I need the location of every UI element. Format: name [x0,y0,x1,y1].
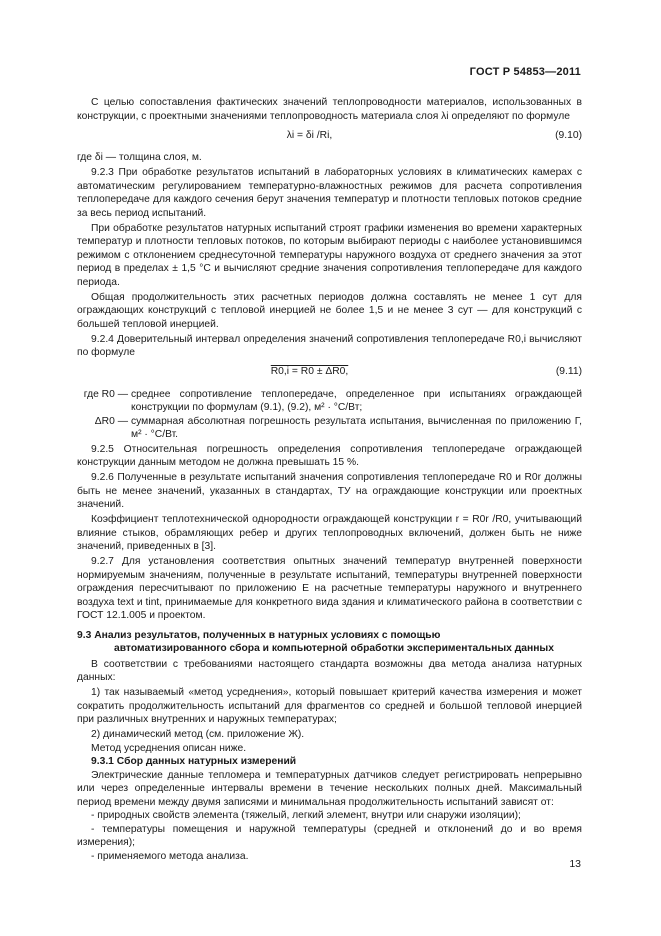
paragraph-9-2-3: 9.2.3 При обработке результатов испытаний в лабораторных условиях в климатических камерах с автоматическим регулированием температурно-влажностных режимов для расчета сопротивления теплопередаче для каждого сечения берут значения температур и плотности тепловых потоков средние за весь период испытаний. [77,167,582,219]
section-number: 9.3.1 [91,756,114,767]
paragraph-duration: Общая продолжительность этих расчетных периодов должна составлять не менее 1 сут для ограждающих конструкций с тепловой инерцией не более 1,5 и не менее 3 сут — для конструкций с большей тепловой инерцией. [77,291,582,330]
paragraph-9-2-6: 9.2.6 Полученные в результате испытаний значения сопротивления теплопередаче R0 и R0r должны быть не менее значений, указанных в стандартах, ТУ на ограждающие конструкции или проектных значений. [77,472,582,510]
paragraph-average-method: Метод усреднения описан ниже. [91,742,247,754]
document-header: ГОСТ Р 54853—2011 [469,66,581,78]
formula-expression: λi = δi /Ri, [286,129,333,141]
section-number: 9.3 [77,629,92,641]
formula-number: (9.11) [555,366,582,378]
definition-text: среднее сопротивление теплопередаче, определенное при испытаниях ограждающей конструкции по формулам (9.1), (9.2), м² · °С/Вт; [131,388,582,413]
where-delta: где δi — толщина слоя, м. [77,152,202,163]
paragraph-9-2-4: 9.2.4 Доверительный интервал определения значений сопротивления теплопередаче R0,i вычисляют по формуле [77,333,582,358]
page-number: 13 [569,858,581,870]
definition-text: суммарная абсолютная погрешность результата испытания, вычисленная по приложению Г, м² · °С/Вт. [131,415,582,440]
definitions-list [77,388,582,442]
bullet-item: - применяемого метода анализа. [91,850,249,862]
section-title-line2: автоматизированного сбора и компьютерной обработки экспериментальных данных [114,643,554,654]
formula-number: (9.10) [555,129,582,141]
section-title-line1: Анализ результатов, полученных в натурных условиях с помощью [94,629,441,641]
section-heading-9-3-1 [77,755,582,769]
list-item-2: 2) динамический метод (см. приложение Ж). [91,729,305,740]
paragraph-9-2-5: 9.2.5 Относительная погрешность определения сопротивления теплопередаче ограждающей конструкции данным методом не должна превышать 15 %. [77,443,582,468]
paragraph-natural-tests: При обработке результатов натурных испытаний строят графики изменения во времени характерных температур и плотности тепловых потоков, по которым выбирают периоды с наиболее установившимся режимом с отклонением среднесуточной температуры наружного воздуха от среднего значения за этот период в пределах ± 1,5 °С и вычисляют средние значения сопротивления теплопередаче для каждого периода. [77,222,582,288]
definition-item [77,415,582,442]
section-title: Сбор данных натурных измерений [116,756,297,767]
formula-expression: R0,i = R0 ± ΔR0, [270,366,349,378]
definition-term: где R0 — [83,388,128,400]
paragraph-electric-data: Электрические данные тепломера и температурных датчиков следует регистрировать непрерывно или через определенные интервалы времени в течение нескольких полных дней. Максимальный период времени между двумя записями и минимальная продолжительность испытаний зависят от: [77,769,582,808]
bullet-item: - температуры помещения и наружной температуры (средней и отклонений до и во время измерения); [77,823,582,848]
formula-9-10 [77,127,582,144]
bullet-item: - природных свойств элемента (тяжелый, легкий элемент, внутри или снаружи изоляции); [91,810,521,821]
section-heading-9-3 [77,629,582,656]
page-content [77,96,582,863]
definition-item [77,388,582,415]
paragraph-9-2-7: 9.2.7 Для установления соответствия опытных значений температур внутренней поверхности нормируемым значениям, полученные в результате испытаний, температуры внутренней поверхности ограждения пересчитывают по приложению Е на расчетные температуры наружного и внутреннего воздуха text и tint, принимаемые для конкретного вида здания и климатического района в соответствии с ГОСТ 12.1.005 и проектом. [77,556,582,621]
paragraph-two-methods: В соответствии с требованиями настоящего стандарта возможны два метода анализа натурных данных: [77,658,582,683]
paragraph-coefficient: Коэффициент теплотехнической однородности ограждающей конструкции r = R0r /R0, учитывающий влияние стыков, обрамляющих ребер и других теплопроводных включений, должен быть не ниже значений, приведенных в [3]. [77,514,582,552]
formula-9-11 [77,364,582,381]
definition-term: ΔR0 — [94,415,128,427]
paragraph-intro: С целью сопоставления фактических значений теплопроводности материалов, использованных в конструкции, с проектными значениями теплопроводность материала слоя λi определяют по формуле [77,97,582,122]
list-item-1: 1) так называемый «метод усреднения», который повышает критерий качества измерения и может сократить продолжительность испытаний для фрагментов со средней и большой тепловой инерцией при различных внутренних и наружных температурах; [77,687,582,725]
